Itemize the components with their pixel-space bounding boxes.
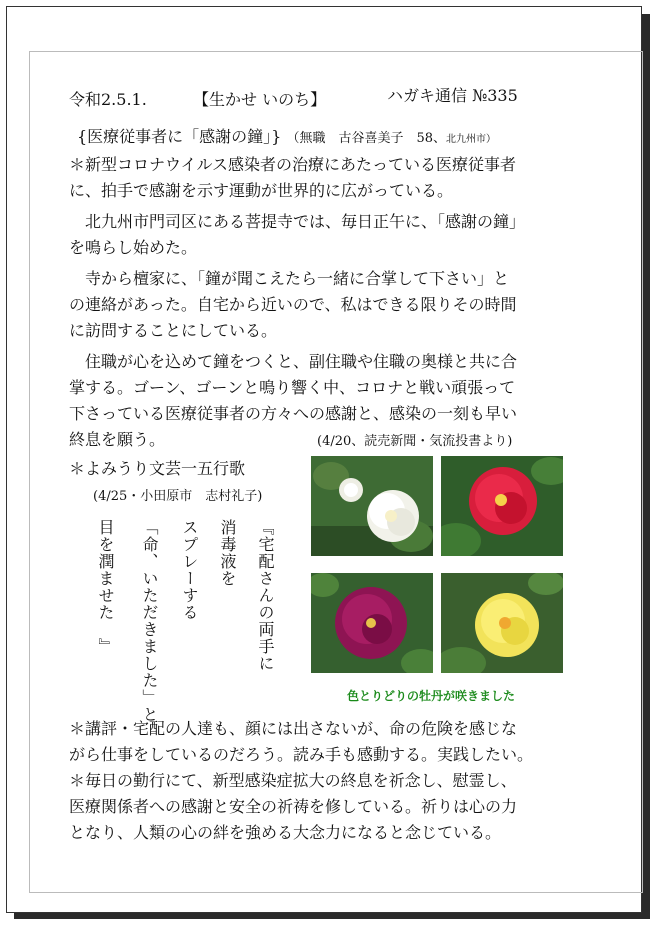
article-line: 寺から檀家に、「鐘が聞こえたら一緒に合掌して下さい」と	[69, 269, 510, 288]
article-line: を鳴らし始めた。	[69, 238, 198, 257]
article-line: ＊新型コロナウイルス感染者の治療にあたっている医療従事者	[69, 155, 517, 174]
article-line: の連絡があった。自宅から近いので、私はできる限りその時間	[69, 295, 517, 314]
article-line: 北九州市門司区にある菩提寺では、毎日正午に、「感謝の鐘」	[69, 212, 526, 231]
footer-line: ＊講評・宅配の人達も、顔には出さないが、命の危険を感じな	[69, 719, 518, 738]
article-line: 下さっている医療従事者の方々への感謝と、感染の一刻も早い	[69, 404, 518, 423]
photo-caption: 色とりどりの牡丹が咲きました	[347, 689, 516, 703]
poem-line: 「命、いただきました」と	[140, 519, 159, 723]
article-heading	[77, 127, 496, 150]
poem-heading: ＊よみうり文芸一五行歌	[69, 459, 246, 478]
red-peony-photo	[441, 456, 563, 556]
article-line: 掌する。ゴーン、ゴーンと鳴り響く中、コロナと戦い頑張って	[69, 378, 516, 397]
page	[6, 6, 642, 913]
magenta-peony-photo	[311, 573, 433, 673]
yellow-peony-photo	[441, 573, 563, 673]
poem-line: 消毒液を	[218, 519, 237, 587]
poem-line: 目を潤ませた 』	[96, 519, 115, 655]
article-heading-main: {医療従事者に「感謝の鐘」}	[77, 127, 282, 146]
article-line: 終息を願う。	[69, 430, 166, 449]
header-date: 令和2.5.1.	[69, 90, 147, 109]
white-peony-photo	[311, 456, 433, 556]
article-line: に訪問することにしている。	[69, 321, 278, 340]
article-line: に、拍手で感謝を示す運動が世界的に広がっている。	[69, 181, 454, 200]
header-title: 【生かせ いのち】	[193, 90, 327, 109]
article-heading-city: 北九州市）	[446, 134, 497, 145]
poem-line: 『宅配さんの両手に	[256, 519, 275, 672]
article-source: (4/20、読売新聞・気流投書より)	[317, 434, 513, 449]
poem-attribution: (4/25・小田原市 志村礼子)	[93, 489, 263, 504]
footer-line: ＊毎日の勤行にて、新型感染症拡大の終息を祈念し、慰霊し、	[69, 771, 517, 790]
footer-line: がら仕事をしているのだろう。読み手も感動する。実践したい。	[69, 745, 534, 764]
poem-line: スプレーする	[180, 519, 199, 621]
article-line: 住職が心を込めて鐘をつくと、副住職や住職の奥様と共に合	[69, 352, 518, 371]
footer-line: 医療関係者への感謝と安全の祈祷を修している。祈りは心の力	[69, 797, 518, 816]
newsletter-number: ハガキ通信 №335	[387, 86, 518, 105]
footer-line: となり、人類の心の絆を強める大念力になると念じている。	[69, 823, 502, 842]
article-heading-author: （無職 古谷喜美子 58、	[286, 131, 447, 146]
